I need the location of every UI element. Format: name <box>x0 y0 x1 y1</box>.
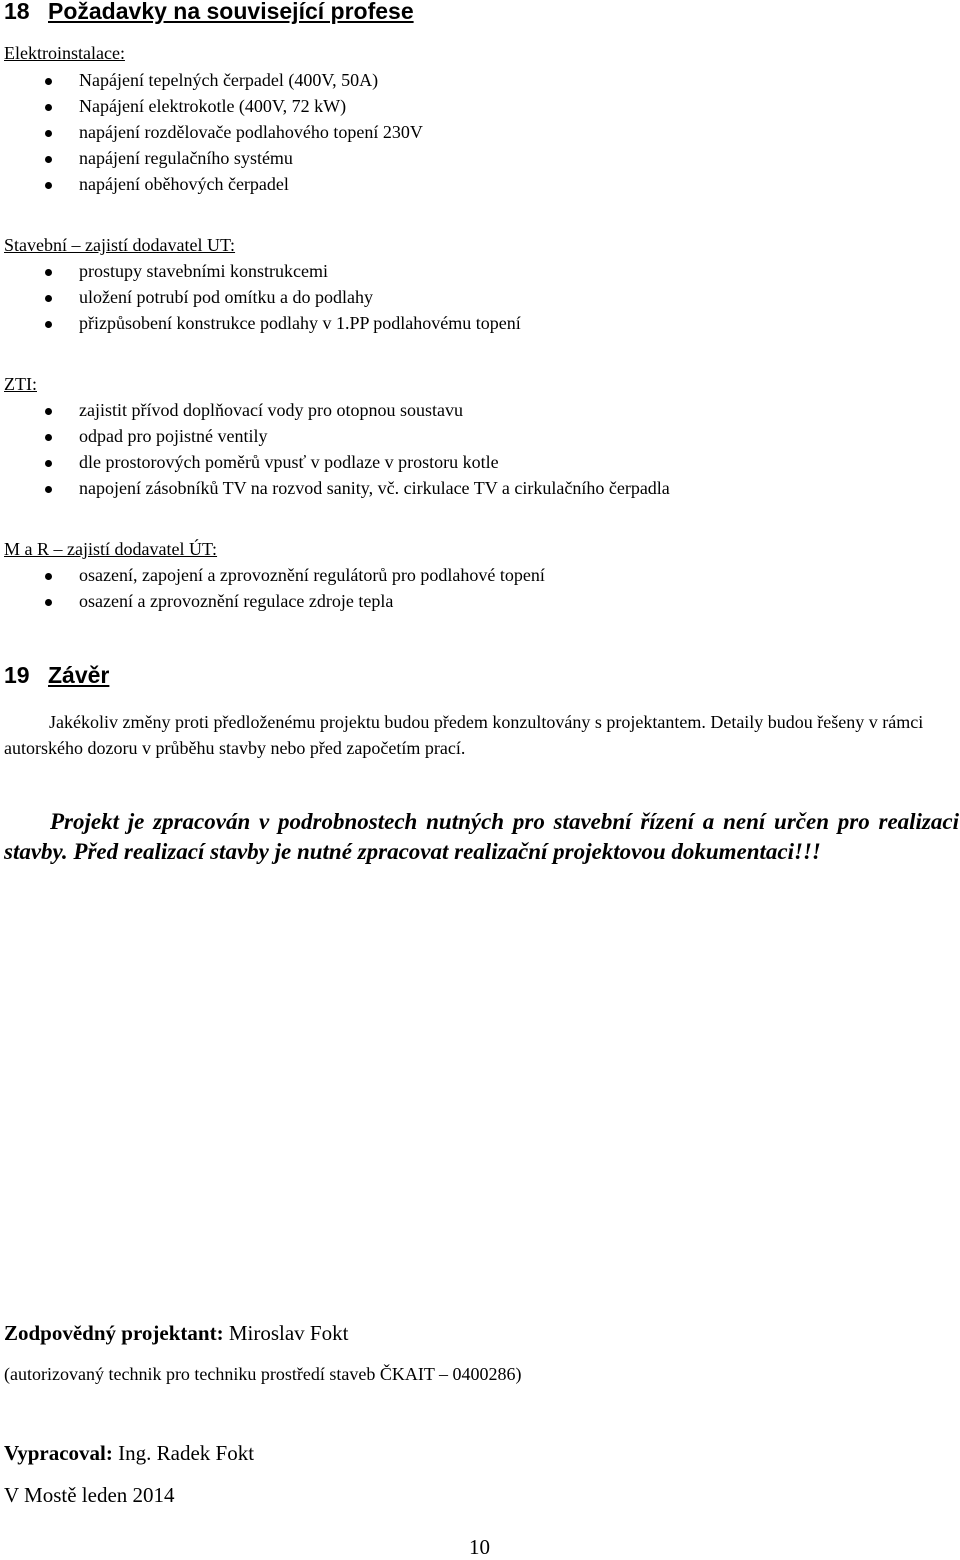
list-item: osazení, zapojení a zprovoznění regulátorů pro podlahové topení <box>79 565 545 586</box>
bullet-icon <box>45 182 52 189</box>
list-item: uložení potrubí pod omítku a do podlahy <box>79 287 373 308</box>
prepared-by <box>4 1441 254 1466</box>
place-date: V Mostě leden 2014 <box>4 1483 175 1507</box>
list-item: napojení zásobníků TV na rozvod sanity, vč. cirkulace TV a cirkulačního čerpadla <box>79 478 670 499</box>
section-title: Závěr <box>48 662 110 688</box>
list-item: zajistit přívod doplňovací vody pro otopnou soustavu <box>79 400 463 421</box>
list-item: napájení rozdělovače podlahového topení 230V <box>79 122 423 143</box>
bullet-icon <box>45 78 52 85</box>
list-item: přizpůsobení konstrukce podlahy v 1.PP podlahovému topení <box>79 313 521 334</box>
list-item: Napájení elektrokotle (400V, 72 kW) <box>79 96 346 117</box>
bullet-icon <box>45 434 52 441</box>
section-19-heading <box>4 662 109 689</box>
bullet-icon <box>45 408 52 415</box>
list-item: osazení a zprovoznění regulace zdroje tepla <box>79 591 393 612</box>
bullet-icon <box>45 156 52 163</box>
list-item: prostupy stavebními konstrukcemi <box>79 261 328 282</box>
bullet-icon <box>45 295 52 302</box>
bullet-icon <box>45 573 52 580</box>
section-18-heading <box>4 0 414 25</box>
bullet-icon <box>45 321 52 328</box>
list-item: napájení regulačního systému <box>79 148 293 169</box>
page-number: 10 <box>469 1535 490 1559</box>
group-heading-zti: ZTI: <box>4 374 37 394</box>
project-notice: Projekt je zpracován v podrobnostech nutných pro stavební řízení a není určen pro realizaci stavby. Před realizací stavby je nutné zpracovat realizační projektovou dokumentaci!!! <box>4 809 959 864</box>
prepared-label: Vypracoval: <box>4 1441 113 1465</box>
prepared-name: Ing. Radek Fokt <box>118 1441 255 1465</box>
bullet-icon <box>45 460 52 467</box>
bullet-icon <box>45 130 52 137</box>
bullet-icon <box>45 486 52 493</box>
bullet-icon <box>45 104 52 111</box>
conclusion-paragraph: Jakékoliv změny proti předloženému projektu budou předem konzultovány s projektantem. Detaily budou řešeny v rámci autorského dozoru v průběhu stavby nebo před započetím prací. <box>4 712 924 758</box>
responsible-name: Miroslav Fokt <box>228 1321 349 1345</box>
bullet-icon <box>45 599 52 606</box>
list-item: napájení oběhových čerpadel <box>79 174 289 195</box>
section-title: Požadavky na související profese <box>48 0 414 24</box>
list-item: dle prostorových poměrů vpusť v podlaze v prostoru kotle <box>79 452 499 473</box>
responsible-label: Zodpovědný projektant: <box>4 1321 224 1345</box>
group-heading-elektroinstalace: Elektroinstalace: <box>4 43 125 63</box>
bullet-icon <box>45 269 52 276</box>
section-number: 18 <box>4 0 30 24</box>
responsible-designer <box>4 1321 348 1346</box>
responsible-credentials: (autorizovaný technik pro techniku prostředí staveb ČKAIT – 0400286) <box>4 1364 522 1384</box>
list-item: odpad pro pojistné ventily <box>79 426 267 447</box>
list-item: Napájení tepelných čerpadel (400V, 50A) <box>79 70 378 91</box>
group-heading-stavebni: Stavební – zajistí dodavatel UT: <box>4 235 236 255</box>
section-number: 19 <box>4 662 30 688</box>
group-heading-m-a-r: M a R – zajistí dodavatel ÚT: <box>4 539 218 559</box>
